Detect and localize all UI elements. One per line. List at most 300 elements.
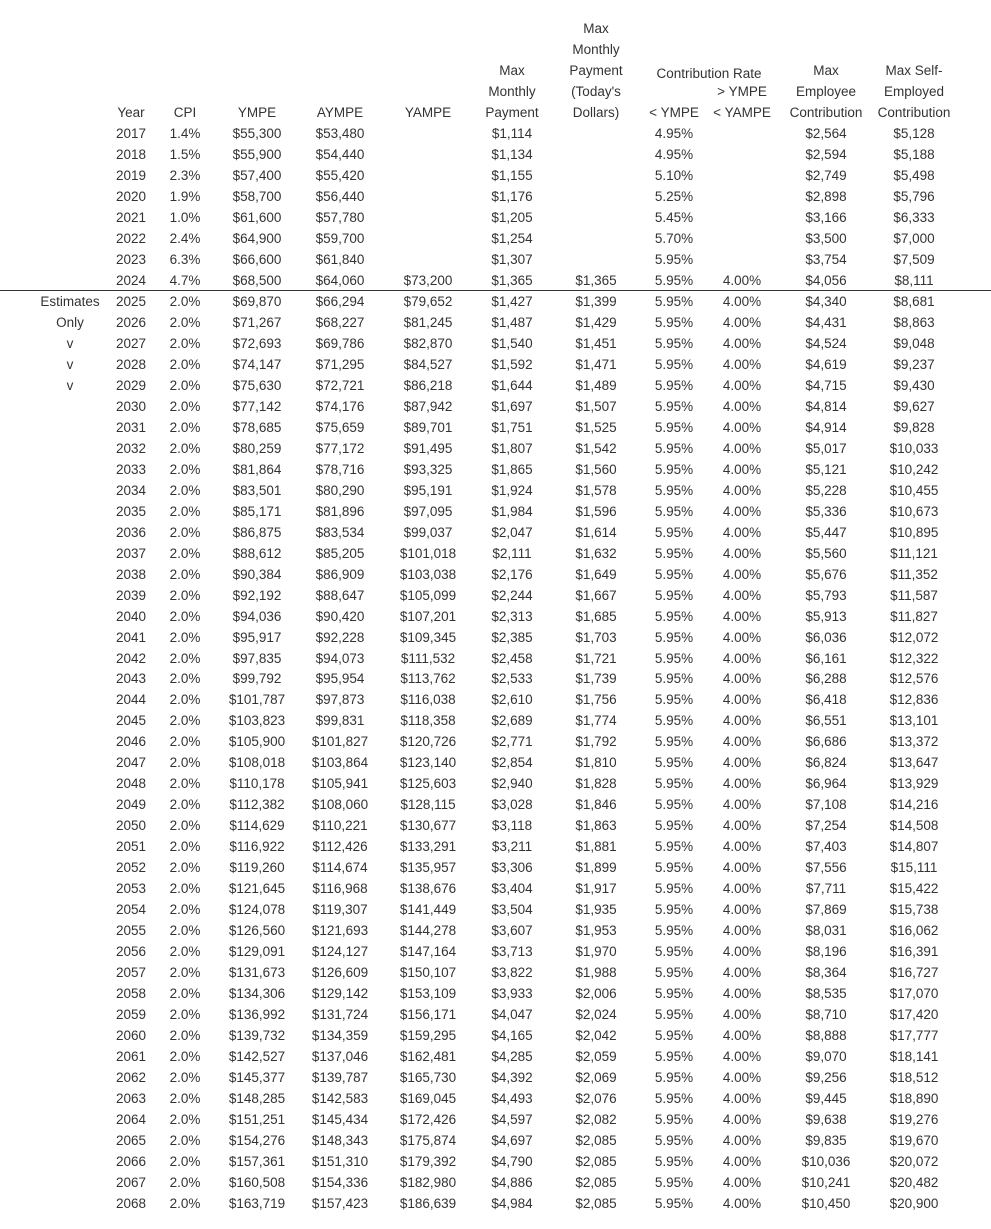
cell-ympe: $75,630 (232, 377, 282, 393)
cell-max-self-employed-contribution: $9,828 (893, 419, 935, 435)
cell-max-employee-contribution: $4,431 (805, 314, 847, 330)
cell-max-employee-contribution: $4,814 (805, 398, 847, 414)
cell-max-monthly-payment-today: $1,578 (575, 482, 617, 498)
cell-year: 2040 (115, 608, 147, 624)
cell-max-monthly-payment: $1,751 (491, 419, 533, 435)
cell-max-employee-contribution: $8,196 (805, 944, 847, 960)
cell-rate-gt-ympe: 4.00% (722, 1154, 762, 1170)
cell-rate-lt-ympe: 5.95% (654, 524, 694, 540)
cell-yampe: $169,045 (399, 1091, 457, 1107)
cell-max-monthly-payment: $4,493 (491, 1091, 533, 1107)
cell-max-monthly-payment: $2,047 (491, 524, 533, 540)
cell-rate-lt-ympe: 5.95% (654, 839, 694, 855)
cell-max-monthly-payment-today: $2,085 (575, 1195, 617, 1211)
cell-aympe: $95,954 (315, 671, 365, 687)
cell-cpi: 2.0% (169, 314, 201, 330)
cell-max-employee-contribution: $7,869 (805, 902, 847, 918)
cell-aympe: $124,127 (311, 944, 369, 960)
cell-cpi: 2.0% (169, 1195, 201, 1211)
cell-max-monthly-payment: $1,134 (491, 146, 533, 162)
cell-year: 2052 (115, 860, 147, 876)
cell-ympe: $105,900 (228, 734, 286, 750)
cell-rate-gt-ympe (699, 207, 785, 228)
cell-max-employee-contribution: $8,710 (805, 1007, 847, 1023)
cell-max-self-employed-contribution: $5,128 (893, 126, 935, 141)
cell-max-employee-contribution: $7,254 (805, 818, 847, 834)
cell-rate-gt-ympe (699, 144, 785, 165)
cell-cpi: 2.0% (169, 503, 201, 519)
cell-cpi: 2.0% (169, 1133, 201, 1149)
cell-max-monthly-payment-today: $1,429 (575, 314, 617, 330)
cell-rate-lt-ympe: 5.95% (654, 461, 694, 477)
cell-max-monthly-payment-today: $1,881 (575, 839, 617, 855)
cell-max-self-employed-contribution: $17,777 (889, 1028, 939, 1044)
cell-ympe: $66,600 (232, 251, 282, 267)
cell-ympe: $163,719 (228, 1195, 286, 1211)
estimates-note-line: v (66, 356, 74, 372)
cell-max-self-employed-contribution: $16,727 (889, 965, 939, 981)
cell-cpi: 2.0% (169, 1028, 201, 1044)
cell-max-monthly-payment: $2,313 (491, 608, 533, 624)
cell-aympe: $103,864 (311, 755, 369, 771)
cell-aympe: $108,060 (311, 797, 369, 813)
cell-rate-gt-ympe: 4.00% (722, 881, 762, 897)
cell-yampe: $86,218 (403, 377, 453, 393)
cell-year: 2046 (115, 734, 147, 750)
cell-yampe: $120,726 (399, 734, 457, 750)
cell-yampe: $165,730 (399, 1070, 457, 1086)
cell-max-self-employed-contribution: $14,807 (889, 839, 939, 855)
cell-aympe: $99,831 (315, 713, 365, 729)
cell-max-monthly-payment: $4,165 (491, 1028, 533, 1044)
cell-max-monthly-payment: $2,610 (491, 692, 533, 708)
cell-year: 2042 (115, 650, 147, 666)
cell-yampe: $105,099 (399, 587, 457, 603)
header-max-monthly-payment-today: (Today's (571, 84, 621, 99)
cell-aympe: $112,426 (312, 839, 368, 855)
cell-max-employee-contribution: $6,161 (805, 650, 847, 666)
cell-cpi: 2.0% (169, 923, 201, 939)
cell-max-monthly-payment-today: $1,489 (575, 377, 617, 393)
cell-max-employee-contribution: $6,964 (805, 776, 847, 792)
header-max-monthly-payment: Payment (485, 105, 539, 120)
cell-ympe: $57,400 (232, 167, 282, 183)
cell-max-monthly-payment-today: $1,507 (575, 398, 617, 414)
estimates-note-line: v (66, 377, 74, 393)
cell-yampe: $150,107 (399, 965, 457, 981)
cell-rate-lt-ympe: 5.95% (654, 419, 694, 435)
cell-cpi: 2.0% (169, 734, 201, 750)
cell-max-self-employed-contribution: $8,863 (893, 314, 935, 330)
cell-aympe: $126,609 (311, 965, 369, 981)
cell-rate-gt-ympe: 4.00% (722, 965, 762, 981)
cell-aympe: $97,873 (315, 692, 365, 708)
cell-aympe: $71,295 (315, 356, 365, 372)
cell-rate-lt-ympe: 5.95% (654, 986, 694, 1002)
cell-rate-lt-ympe: 5.95% (654, 440, 694, 456)
cell-ympe: $119,260 (229, 860, 285, 876)
cell-max-monthly-payment: $4,790 (491, 1154, 533, 1170)
header-max-self-employed-contribution: Max Self- (885, 63, 943, 78)
cell-year: 2048 (115, 776, 147, 792)
cell-aympe: $59,700 (315, 230, 365, 246)
cell-rate-gt-ympe: 4.00% (722, 272, 762, 288)
cell-max-monthly-payment: $4,285 (491, 1049, 533, 1065)
cell-aympe: $72,721 (315, 377, 365, 393)
cell-yampe: $186,639 (399, 1195, 457, 1211)
cell-max-self-employed-contribution: $8,681 (893, 293, 935, 309)
cell-max-self-employed-contribution: $10,033 (889, 440, 939, 456)
cell-ympe: $85,171 (232, 503, 282, 519)
cell-yampe: $141,449 (399, 902, 457, 918)
cell-ympe: $95,917 (232, 629, 282, 645)
cell-yampe: $111,532 (400, 650, 456, 666)
cell-year: 2039 (115, 587, 147, 603)
cell-aympe: $151,310 (311, 1154, 369, 1170)
cell-rate-gt-ympe: 4.00% (722, 1175, 762, 1190)
cell-max-employee-contribution: $6,288 (805, 671, 847, 687)
cell-rate-lt-ympe: 5.10% (654, 167, 694, 183)
cell-cpi: 2.0% (169, 1154, 201, 1170)
cell-max-self-employed-contribution: $8,111 (894, 272, 934, 288)
cell-max-monthly-payment-today (553, 186, 639, 207)
cell-max-monthly-payment-today: $2,042 (575, 1028, 617, 1044)
cell-cpi: 1.0% (169, 209, 201, 225)
cell-max-self-employed-contribution: $13,929 (889, 776, 939, 792)
cell-ympe: $77,142 (232, 398, 282, 414)
cell-max-employee-contribution: $6,418 (805, 692, 847, 708)
cell-rate-gt-ympe (699, 186, 785, 207)
cell-year: 2059 (115, 1007, 147, 1023)
cell-max-monthly-payment: $3,607 (491, 923, 533, 939)
header-max-self-employed-contribution: Employed (883, 84, 945, 99)
cell-max-self-employed-contribution: $5,188 (893, 146, 935, 162)
cell-rate-lt-ympe: 5.95% (654, 776, 694, 792)
cell-max-self-employed-contribution: $13,647 (889, 755, 939, 771)
cell-year: 2068 (115, 1195, 147, 1211)
cell-max-employee-contribution: $3,754 (805, 251, 847, 267)
cell-rate-lt-ympe: 5.95% (654, 314, 694, 330)
cell-max-monthly-payment-today: $1,828 (575, 776, 617, 792)
cell-aympe: $68,227 (315, 314, 365, 330)
cell-ympe: $83,501 (232, 482, 282, 498)
cell-max-monthly-payment: $2,771 (491, 734, 533, 750)
cell-max-employee-contribution: $10,450 (801, 1195, 851, 1211)
cell-max-employee-contribution: $9,070 (805, 1049, 847, 1065)
cell-rate-gt-ympe: 4.00% (722, 1112, 762, 1128)
cell-yampe: $109,345 (399, 629, 457, 645)
cell-rate-gt-ympe: 4.00% (722, 440, 762, 456)
cell-max-monthly-payment: $4,597 (491, 1112, 533, 1128)
cell-max-monthly-payment: $1,205 (491, 209, 533, 225)
cell-rate-gt-ympe: 4.00% (722, 1049, 762, 1065)
cell-rate-lt-ympe: 5.95% (654, 1154, 694, 1170)
cell-ympe: $86,875 (232, 524, 282, 540)
cell-max-monthly-payment-today: $2,085 (575, 1175, 617, 1190)
cell-max-self-employed-contribution: $5,498 (893, 167, 935, 183)
cell-max-self-employed-contribution: $11,827 (890, 608, 938, 624)
cell-max-monthly-payment-today: $2,006 (575, 986, 617, 1002)
cell-aympe: $139,787 (311, 1070, 369, 1086)
cell-max-monthly-payment: $1,365 (491, 272, 533, 288)
cell-cpi: 2.0% (169, 1112, 201, 1128)
cell-max-monthly-payment-today: $1,935 (575, 902, 617, 918)
cell-cpi: 1.4% (169, 126, 201, 141)
cell-yampe: $91,495 (403, 440, 453, 456)
cell-year: 2045 (115, 713, 147, 729)
cell-max-employee-contribution: $5,336 (805, 503, 847, 519)
cell-max-monthly-payment: $1,924 (491, 482, 533, 498)
cell-cpi: 2.0% (169, 881, 201, 897)
cell-year: 2060 (115, 1028, 147, 1044)
cell-aympe: $86,909 (315, 566, 365, 582)
cell-year: 2061 (115, 1049, 147, 1065)
cell-max-employee-contribution: $6,824 (805, 755, 847, 771)
cell-max-self-employed-contribution: $13,101 (889, 713, 939, 729)
cell-rate-gt-ympe: 4.00% (722, 734, 762, 750)
cell-aympe: $61,840 (315, 251, 365, 267)
cell-max-self-employed-contribution: $9,048 (893, 335, 935, 351)
cell-rate-lt-ympe: 5.70% (654, 230, 694, 246)
cell-aympe: $53,480 (315, 126, 365, 141)
cell-max-monthly-payment: $1,592 (491, 356, 533, 372)
cell-cpi: 2.0% (169, 860, 201, 876)
cell-ympe: $108,018 (228, 755, 286, 771)
cell-yampe: $179,392 (399, 1154, 457, 1170)
cell-rate-gt-ympe: 4.00% (722, 566, 762, 582)
cell-year: 2058 (115, 986, 147, 1002)
cell-max-self-employed-contribution: $12,836 (889, 692, 939, 708)
cell-max-self-employed-contribution: $6,333 (893, 209, 935, 225)
cell-ympe: $64,900 (232, 230, 282, 246)
cell-rate-gt-ympe: 4.00% (722, 671, 762, 687)
cell-max-employee-contribution: $4,619 (805, 356, 847, 372)
cell-max-self-employed-contribution: $9,627 (893, 398, 935, 414)
cell-rate-gt-ympe: 4.00% (722, 1133, 762, 1149)
cell-max-self-employed-contribution: $12,322 (889, 650, 939, 666)
cell-aympe: $110,221 (312, 818, 368, 834)
cell-ympe: $124,078 (228, 902, 286, 918)
cell-max-monthly-payment: $4,392 (491, 1070, 533, 1086)
cell-cpi: 2.0% (169, 986, 201, 1002)
cell-max-monthly-payment-today: $1,542 (575, 440, 617, 456)
cell-cpi: 2.0% (169, 461, 201, 477)
cell-max-monthly-payment: $1,984 (491, 503, 533, 519)
cell-yampe: $97,095 (403, 503, 453, 519)
cell-max-monthly-payment-today: $2,024 (575, 1007, 617, 1023)
header-yampe: YAMPE (404, 105, 452, 120)
cell-yampe: $125,603 (399, 776, 457, 792)
cell-rate-lt-ympe: 5.95% (654, 1070, 694, 1086)
cell-rate-gt-ympe: 4.00% (722, 902, 762, 918)
cell-year: 2055 (115, 923, 147, 939)
cell-max-self-employed-contribution: $5,796 (893, 188, 935, 204)
cell-max-monthly-payment-today: $1,863 (575, 818, 617, 834)
cell-max-monthly-payment-today (553, 144, 639, 165)
cell-yampe: $107,201 (399, 608, 457, 624)
cell-max-monthly-payment: $2,111 (492, 545, 532, 561)
cell-year: 2036 (115, 524, 147, 540)
cell-rate-gt-ympe: 4.00% (722, 356, 762, 372)
cell-yampe: $175,874 (399, 1133, 457, 1149)
estimates-note-line: Only (56, 314, 84, 330)
cell-max-monthly-payment: $1,697 (491, 398, 533, 414)
cell-yampe: $156,171 (399, 1007, 457, 1023)
cell-rate-lt-ympe: 5.95% (654, 965, 694, 981)
cell-year: 2018 (115, 146, 147, 162)
cell-aympe: $94,073 (315, 650, 365, 666)
cell-max-monthly-payment-today: $1,525 (575, 419, 617, 435)
cell-ympe: $110,178 (229, 776, 285, 792)
cell-max-self-employed-contribution: $15,111 (890, 860, 938, 876)
cell-max-monthly-payment: $4,984 (491, 1195, 533, 1211)
cell-rate-gt-ympe: 4.00% (722, 944, 762, 960)
cell-ympe: $90,384 (232, 566, 282, 582)
cell-aympe: $105,941 (311, 776, 369, 792)
cell-aympe: $114,674 (312, 860, 368, 876)
cell-rate-lt-ympe: 5.95% (654, 944, 694, 960)
cell-year: 2024 (115, 272, 147, 288)
cell-aympe: $64,060 (315, 272, 365, 288)
cell-cpi: 2.0% (169, 797, 201, 813)
cell-rate-lt-ympe: 5.95% (654, 755, 694, 771)
cell-rate-gt-ympe: 4.00% (722, 377, 762, 393)
cell-ympe: $58,700 (232, 188, 282, 204)
cell-max-employee-contribution: $6,036 (805, 629, 847, 645)
cell-max-monthly-payment-today: $1,846 (575, 797, 617, 813)
cell-rate-lt-ympe: 5.95% (654, 335, 694, 351)
cell-max-self-employed-contribution: $19,276 (889, 1112, 939, 1128)
cell-max-self-employed-contribution: $20,072 (889, 1154, 939, 1170)
cell-max-monthly-payment: $1,644 (491, 377, 533, 393)
cell-ympe: $142,527 (228, 1049, 286, 1065)
cell-max-monthly-payment-today: $1,988 (575, 965, 617, 981)
cell-ympe: $151,251 (228, 1112, 286, 1128)
cell-cpi: 2.4% (169, 230, 201, 246)
cell-aympe: $119,307 (312, 902, 368, 918)
cell-max-employee-contribution: $7,403 (805, 839, 847, 855)
cell-rate-lt-ympe: 5.95% (654, 377, 694, 393)
cell-aympe: $116,968 (312, 881, 368, 897)
cell-ympe: $114,629 (229, 818, 285, 834)
cell-aympe: $129,142 (311, 986, 369, 1002)
cell-rate-gt-ympe: 4.00% (722, 1007, 762, 1023)
cell-rate-lt-ympe: 5.95% (654, 1091, 694, 1107)
cell-max-monthly-payment: $1,176 (491, 188, 533, 204)
cell-max-monthly-payment-today: $1,614 (575, 524, 617, 540)
cell-max-self-employed-contribution: $17,420 (889, 1007, 939, 1023)
cell-rate-gt-ympe: 4.00% (722, 503, 762, 519)
cell-cpi: 2.0% (169, 902, 201, 918)
cell-cpi: 2.0% (169, 524, 201, 540)
cell-max-monthly-payment: $4,697 (491, 1133, 533, 1149)
cell-max-employee-contribution: $10,036 (801, 1154, 851, 1170)
header-max-monthly-payment-today: Monthly (572, 42, 620, 57)
cell-max-monthly-payment: $3,211 (491, 839, 533, 855)
cell-cpi: 2.0% (169, 713, 201, 729)
cell-yampe: $182,980 (399, 1175, 457, 1190)
cell-cpi: 2.0% (169, 1091, 201, 1107)
cell-cpi: 6.3% (169, 251, 201, 267)
cell-ympe: $94,036 (232, 608, 282, 624)
cell-year: 2029 (115, 377, 147, 393)
cell-max-employee-contribution: $5,121 (805, 461, 847, 477)
cell-yampe: $172,426 (399, 1112, 457, 1128)
cell-year: 2066 (115, 1154, 147, 1170)
cell-rate-lt-ympe: 5.95% (654, 734, 694, 750)
cell-max-monthly-payment-today: $1,560 (575, 461, 617, 477)
cell-rate-gt-ympe: 4.00% (722, 524, 762, 540)
cell-max-monthly-payment: $1,807 (491, 440, 533, 456)
cell-rate-gt-ympe: 4.00% (722, 1070, 762, 1086)
cell-yampe: $82,870 (403, 335, 453, 351)
cell-rate-lt-ympe: 5.95% (654, 692, 694, 708)
cell-year: 2044 (115, 692, 147, 708)
cell-aympe: $56,440 (315, 188, 365, 204)
cell-max-self-employed-contribution: $12,072 (889, 629, 939, 645)
cell-rate-gt-ympe (699, 228, 785, 249)
cell-yampe: $99,037 (403, 524, 453, 540)
cell-rate-lt-ympe: 5.95% (654, 713, 694, 729)
cell-aympe: $85,205 (315, 545, 365, 561)
cell-year: 2063 (115, 1091, 147, 1107)
cell-max-self-employed-contribution: $18,141 (889, 1049, 939, 1065)
cell-ympe: $92,192 (232, 587, 282, 603)
cell-cpi: 2.0% (169, 839, 201, 855)
cell-year: 2031 (115, 419, 147, 435)
cell-yampe: $79,652 (403, 293, 453, 309)
cell-cpi: 2.0% (169, 755, 201, 771)
cell-max-self-employed-contribution: $7,509 (893, 251, 935, 267)
header-rate-lt-ympe: < YMPE (649, 105, 699, 120)
cell-max-employee-contribution: $2,749 (805, 167, 847, 183)
cell-max-monthly-payment-today: $1,649 (575, 566, 617, 582)
header-max-monthly-payment-today: Payment (569, 63, 623, 78)
cell-max-employee-contribution: $7,711 (805, 881, 847, 897)
cell-yampe: $89,701 (403, 419, 453, 435)
cell-cpi: 2.0% (169, 818, 201, 834)
cell-rate-gt-ympe: 4.00% (722, 650, 762, 666)
cell-year: 2038 (115, 566, 147, 582)
cell-max-employee-contribution: $8,364 (805, 965, 847, 981)
cell-aympe: $121,693 (311, 923, 369, 939)
cell-year: 2067 (115, 1175, 147, 1190)
cell-yampe: $147,164 (399, 944, 457, 960)
header-rate-gt-ympe: > YMPE (717, 84, 767, 99)
cell-year: 2049 (115, 797, 147, 813)
cell-ympe: $136,992 (228, 1007, 286, 1023)
cell-max-employee-contribution: $4,715 (805, 377, 847, 393)
cell-max-monthly-payment-today: $1,739 (575, 671, 617, 687)
cell-max-monthly-payment-today: $1,667 (575, 587, 617, 603)
cell-max-employee-contribution: $4,524 (805, 335, 847, 351)
cell-aympe: $90,420 (315, 608, 365, 624)
cell-yampe: $73,200 (403, 272, 453, 288)
cell-rate-lt-ympe: 5.95% (654, 293, 694, 309)
cell-max-monthly-payment: $3,028 (491, 797, 533, 813)
cell-yampe: $95,191 (403, 482, 453, 498)
cell-rate-lt-ympe: 5.95% (654, 398, 694, 414)
cell-max-monthly-payment: $2,244 (491, 587, 533, 603)
cell-ympe: $103,823 (228, 713, 286, 729)
cell-ympe: $154,276 (228, 1133, 286, 1149)
header-max-employee-contribution: Max (813, 63, 839, 78)
cell-rate-lt-ympe: 5.95% (654, 671, 694, 687)
cell-cpi: 2.0% (169, 482, 201, 498)
cell-max-self-employed-contribution: $9,237 (893, 356, 935, 372)
cell-yampe (385, 207, 471, 228)
cell-year: 2027 (115, 335, 147, 351)
